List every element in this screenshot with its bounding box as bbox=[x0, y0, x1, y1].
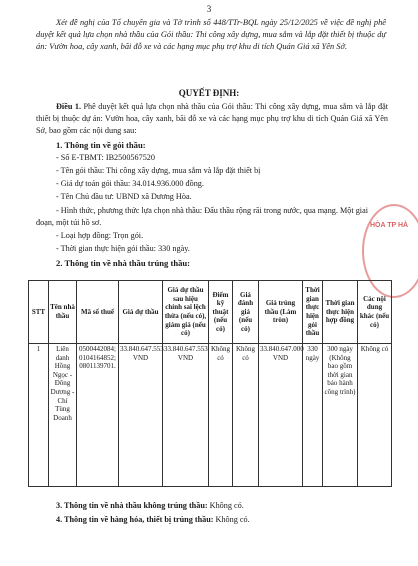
decision-title: QUYẾT ĐỊNH: bbox=[178, 88, 240, 98]
table-header: Tên nhà thầu bbox=[49, 281, 77, 344]
section-1-heading: 1. Thông tin về gói thầu: bbox=[56, 140, 146, 150]
table-cell: Liên danh Hồng Ngọc - Đông Dương - Chí Tùng Doanh bbox=[49, 344, 77, 487]
info-line: - Giá dự toán gói thầu: 34.014.936.000 đồng. bbox=[56, 179, 204, 188]
table-cell: Không có bbox=[358, 344, 392, 487]
table-cell: Không có bbox=[209, 344, 233, 487]
table-cell: 330 ngày bbox=[303, 344, 323, 487]
info-line: - Tên Chủ đầu tư: UBND xã Dương Hòa. bbox=[56, 192, 192, 201]
info-line: - Số E-TBMT: IB2500567520 bbox=[56, 153, 155, 162]
article-1-label: Điều 1. bbox=[56, 102, 82, 111]
table-header: Thời gian thực hiện hợp đồng bbox=[323, 281, 358, 344]
table-cell: 1 bbox=[29, 344, 49, 487]
info-line: - Tên gói thầu: Thi công xây dựng, mua sắm và lắp đặt thiết bị bbox=[56, 166, 261, 175]
article-1 bbox=[36, 101, 388, 137]
table-header: Giá trúng thầu (Làm tròn) bbox=[259, 281, 303, 344]
section-4-label: 4. Thông tin về hàng hóa, thiết bị trúng thầu: bbox=[56, 515, 214, 524]
table-cell: 300 ngày (Không bao gồm thời gian bảo hành công trình) bbox=[323, 344, 358, 487]
seal-text: HÒA TP HÀ bbox=[370, 222, 409, 229]
section-2-heading: 2. Thông tin về nhà thầu trúng thầu: bbox=[56, 258, 191, 268]
table-header: Giá dự thầu bbox=[119, 281, 163, 344]
table-header-row bbox=[29, 281, 392, 344]
table-cell: Không có bbox=[233, 344, 259, 487]
table-header: STT bbox=[29, 281, 49, 344]
selection-method: - Hình thức, phương thức lựa chọn nhà thầu: Đấu thầu rộng rãi trong nước, qua mạng. Một giai đoạn, một túi hồ sơ. bbox=[36, 206, 368, 227]
section-3-value: Không có. bbox=[207, 501, 244, 510]
table-cell: 33.840.647.553 VND bbox=[163, 344, 209, 487]
contract-type: - Loại hợp đồng: Trọn gói. bbox=[56, 231, 144, 240]
intro-paragraph: Xét đề nghị của Tổ chuyên gia và Tờ trình số 448/TTr-BQL ngày 25/12/2025 về việc đề nghị phê duyệt kết quả lựa chọn nhà thầu của Gói thầu: Thi công xây dựng, mua sắm và lắp đặt thiết bị thuộc dự án: Vườn hoa, cây xanh, bãi đỗ xe và các hạng mục phụ trợ khu di tích Quán Giá xã Yên Sở. bbox=[36, 18, 386, 51]
table-header: Điểm kỹ thuật (nếu có) bbox=[209, 281, 233, 344]
table-cell: 33.840.647.553 VND bbox=[119, 344, 163, 487]
table-header: Các nội dung khác (nếu có) bbox=[358, 281, 392, 344]
section-4-value: Không có. bbox=[213, 515, 250, 524]
article-1-text: Phê duyệt kết quả lựa chọn nhà thầu của Gói thầu: Thi công xây dựng, mua sắm và lắp đặt thiết bị thuộc dự án: Vườn hoa, cây xanh, bãi đỗ xe và các hạng mục phụ trợ khu di tích Quán Giá xã Yên Sở, bao gồm các nội dung sau: bbox=[36, 102, 389, 135]
section-3-label: 3. Thông tin về nhà thầu không trúng thầu: bbox=[56, 501, 208, 510]
table-cell: 33.840.647.000 VND bbox=[259, 344, 303, 487]
table-header: Giá dự thầu sau hiệu chỉnh sai lệch thừa (nếu có), giảm giá (nếu có) bbox=[163, 281, 209, 344]
table-header: Giá đánh giá (nếu có) bbox=[233, 281, 259, 344]
page-number: 3 bbox=[206, 4, 212, 14]
section-3 bbox=[56, 500, 386, 512]
winner-table bbox=[28, 280, 392, 487]
section-4 bbox=[56, 514, 386, 526]
table-header: Thời gian thực hiện gói thầu bbox=[303, 281, 323, 344]
table-cell: 0500442084; 0104164852; 0801139701. bbox=[77, 344, 119, 487]
table-row bbox=[29, 344, 392, 487]
duration: - Thời gian thực hiện gói thầu: 330 ngày. bbox=[56, 244, 190, 253]
table-header: Mã số thuế bbox=[77, 281, 119, 344]
